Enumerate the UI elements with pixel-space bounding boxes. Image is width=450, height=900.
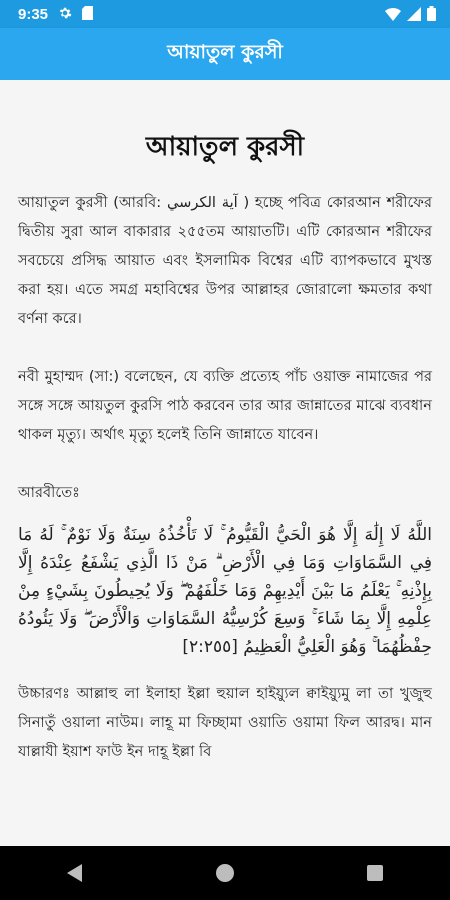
article-content[interactable] [0,80,450,846]
nav-home-button[interactable] [205,853,245,893]
settings-gear-icon [58,5,72,24]
paragraph-intro: আয়াতুল কুরসী (আরবি: آية الكرسي ) হচ্ছে পবিত্র কোরআন শরীফের দ্বিতীয় সুরা আল বাকারার ২৫৫তম আয়াতটি। এটি কোরআন শরীফের সবচেয়ে প্রসিদ্ধ আয়াত এবং ইসলামিক বিশ্বের এটি ব্যাপকভাবে মুখস্ত করা হয়। এতে সমগ্র মহাবিশ্বের উপর আল্লাহর জোরালো ক্ষমতার কথা বর্ণনা করে। [18,194,432,327]
wifi-icon [385,6,401,25]
recents-icon [366,864,384,882]
nav-back-button[interactable] [55,853,95,893]
cell-signal-icon [407,6,421,25]
home-icon [215,863,235,883]
navigation-bar [0,846,450,900]
back-icon [66,863,84,883]
app-bar [0,28,450,80]
pronunciation-text: উচ্চারণঃ আল্লাহু লা ইলাহা ইল্লা হুয়াল হাইয়্যুল ক্বাইয়্যুমু লা তা খুজুহু সিনাতুঁ ওয়ালা নাউম। লাহূ মা ফিচ্ছামা ওয়াতি ওয়ামা ফিল আরদ্ব। মান যাল্লাযী ইয়াশ ফাউ ইন দাহূ ইল্লা বি [18,685,432,760]
article-heading: আয়াতুল কুরসী [145,132,305,162]
status-bar [0,0,450,28]
status-time: 9:35 [18,5,49,23]
sim-card-icon [82,5,93,24]
battery-icon [427,6,436,25]
paragraph-hadith: নবী মুহাম্মদ (সা:) বলেছেন, যে ব্যক্তি প্রত্যেহ পাঁচ ওয়াক্ত নামাজের পর সঙ্গে সঙ্গে আয়তুল কুরসি পাঠ করবেন তার আর জান্নাতের মাঝে ব্যবধান থাকল মৃত্যু। অর্থাৎ মৃত্যু হলেই তিনি জান্নাতে যাবেন। [18,368,432,443]
app-bar-title: আয়াতুল কুরসী [167,41,283,63]
nav-recents-button[interactable] [355,853,395,893]
arabic-label: আরবীতেঃ [18,484,80,501]
arabic-verse: اللَّهُ لَا إِلَٰهَ إِلَّا هُوَ الْحَيُّ الْقَيُّومُ ۚ لَا تَأْخُذُهُ سِنَةٌ وَلَا نَوْمٌ ۚ لَهُ مَا فِي السَّمَاوَاتِ وَمَا فِي الْأَرْضِ ۗ مَنْ ذَا الَّذِي يَشْفَعُ عِنْدَهُ إِلَّا بِإِذْنِهِ ۚ يَعْلَمُ مَا بَيْنَ أَيْدِيهِمْ وَمَا خَلْفَهُمْ ۖ وَلَا يُحِيطُونَ بِشَيْءٍ مِنْ عِلْمِهِ إِلَّا بِمَا شَاءَ ۚ وَسِعَ كُرْسِيُّهُ السَّمَاوَاتِ وَالْأَرْضَ ۖ وَلَا يَئُودُهُ حِفْظُهُمَا ۚ وَهُوَ الْعَلِيُّ الْعَظِيمُ [٢:٢٥٥] [18,525,432,657]
